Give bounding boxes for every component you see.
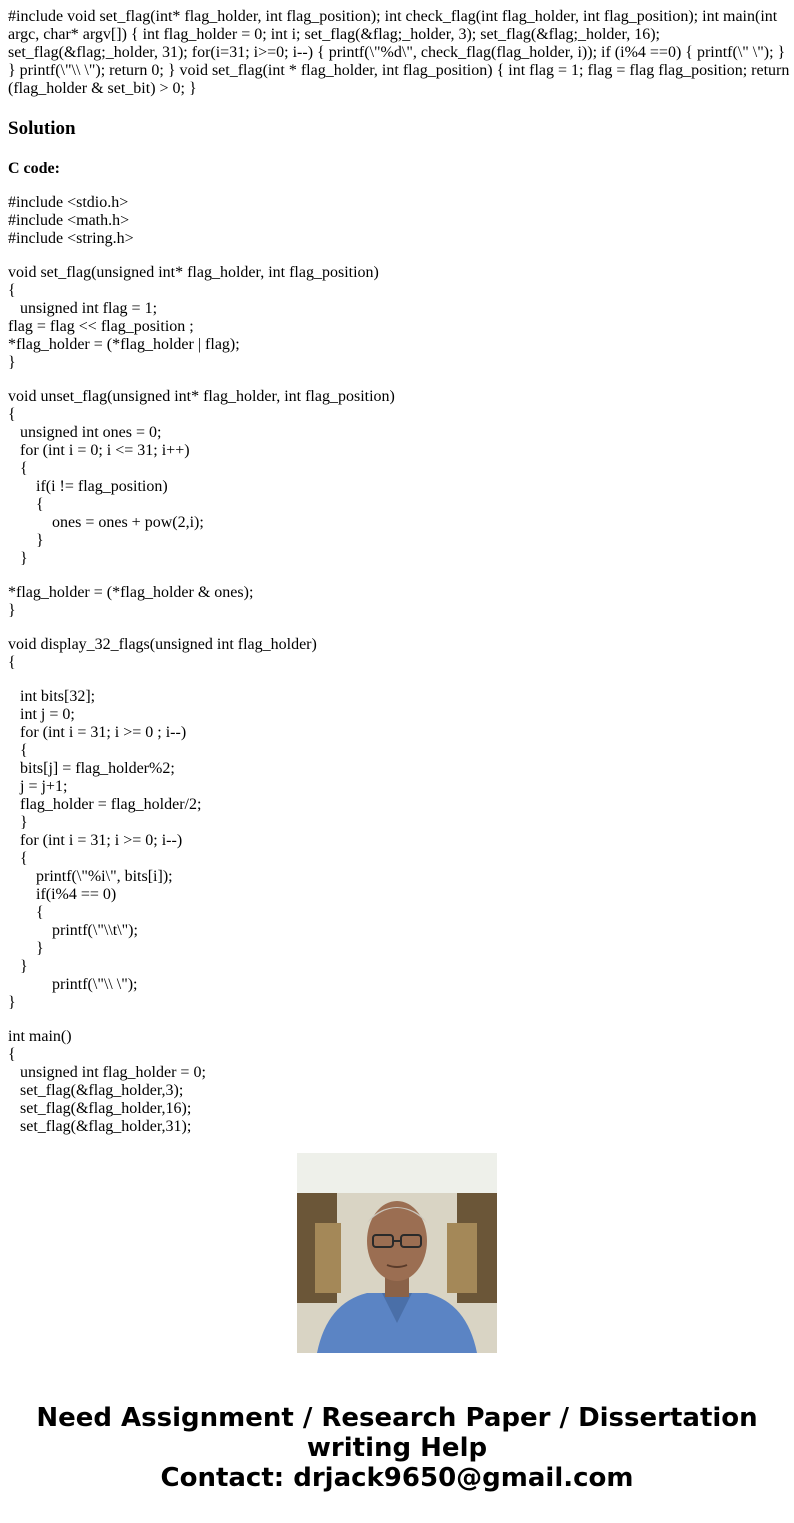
code-line: *flag_holder = (*flag_holder & ones); xyxy=(8,584,254,601)
code-line xyxy=(8,1012,792,1028)
code-line: } xyxy=(8,550,28,567)
code-line xyxy=(8,568,792,584)
code-line: unsigned int flag_holder = 0; xyxy=(8,1064,206,1081)
code-line: int main() xyxy=(8,1028,72,1045)
code-line: int bits[32]; xyxy=(8,688,96,705)
code-line: unsigned int flag = 1; xyxy=(8,300,158,317)
code-line: void set_flag(unsigned int* flag_holder, int flag_position) xyxy=(8,264,379,281)
code-line: unsigned int ones = 0; xyxy=(8,424,162,441)
banner-line-2: writing Help xyxy=(306,1433,488,1463)
code-line: set_flag(&flag_holder,16); xyxy=(8,1100,192,1117)
code-line: int j = 0; xyxy=(8,706,75,723)
code-line: for (int i = 31; i >= 0; i--) xyxy=(8,832,183,849)
code-line xyxy=(8,248,792,264)
code-line: bits[j] = flag_holder%2; xyxy=(8,760,175,777)
code-line: printf(\"\\ \"); xyxy=(8,976,138,993)
banner-line-3: Contact: drjack9650@gmail.com xyxy=(160,1463,634,1493)
code-line: { xyxy=(8,850,28,867)
code-line: for (int i = 0; i <= 31; i++) xyxy=(8,442,190,459)
code-line: flag = flag << flag_position ; xyxy=(8,318,194,335)
code-line: } xyxy=(8,602,16,619)
code-block xyxy=(8,194,792,1135)
code-line: #include <stdio.h> xyxy=(8,194,129,211)
code-line: printf(\"\\t\"); xyxy=(8,922,138,939)
code-line: { xyxy=(8,742,28,759)
document-body xyxy=(8,8,792,1135)
contact-banner xyxy=(0,1403,794,1493)
code-line: } xyxy=(8,994,16,1011)
code-line: { xyxy=(8,1046,16,1063)
code-line xyxy=(8,372,792,388)
code-line: void unset_flag(unsigned int* flag_holder, int flag_position) xyxy=(8,388,395,405)
code-line: { xyxy=(8,282,16,299)
code-line: *flag_holder = (*flag_holder | flag); xyxy=(8,336,240,353)
code-line: set_flag(&flag_holder,31); xyxy=(8,1118,192,1135)
code-line xyxy=(8,620,792,636)
code-heading: C code: xyxy=(8,160,60,177)
code-line: printf(\"%i\", bits[i]); xyxy=(8,868,173,885)
code-line: ones = ones + pow(2,i); xyxy=(8,514,204,531)
author-portrait-image xyxy=(297,1153,497,1353)
code-line: if(i != flag_position) xyxy=(8,478,168,495)
code-line: { xyxy=(8,654,16,671)
code-line: { xyxy=(8,904,44,921)
code-line: #include <math.h> xyxy=(8,212,130,229)
code-line: { xyxy=(8,460,28,477)
code-line: } xyxy=(8,958,28,975)
solution-heading: Solution xyxy=(8,118,76,139)
code-line: { xyxy=(8,496,44,513)
code-line: #include <string.h> xyxy=(8,230,134,247)
code-line: } xyxy=(8,354,16,371)
code-line: for (int i = 31; i >= 0 ; i--) xyxy=(8,724,187,741)
code-line: { xyxy=(8,406,16,423)
code-line: j = j+1; xyxy=(8,778,68,795)
code-line: } xyxy=(8,532,44,549)
code-line: if(i%4 == 0) xyxy=(8,886,117,903)
code-line: flag_holder = flag_holder/2; xyxy=(8,796,202,813)
code-line: } xyxy=(8,940,44,957)
code-line: } xyxy=(8,814,28,831)
author-avatar xyxy=(297,1153,497,1353)
question-text: #include void set_flag(int* flag_holder, int flag_position); int check_flag(int flag_holder, int flag_position); int main(int argc, char* argv[]) { int flag_holder = 0; int i; set_flag(&flag;_holder, 3); set_flag(&flag;_holder, 16); set_flag(&flag;_holder, 31); for(i=31; i>=0; i--) { printf(\"%d\", check_flag(flag_holder, i)); if (i%4 ==0) { printf(\" \"); } } printf(\"\\ \"); return 0; } void set_flag(int * flag_holder, int flag_position) { int flag = 1; flag = flag flag_position; return (flag_holder & set_bit) > 0; } xyxy=(8,8,790,97)
code-line: void display_32_flags(unsigned int flag_holder) xyxy=(8,636,317,653)
banner-line-1: Need Assignment / Research Paper / Dissertation xyxy=(36,1403,758,1433)
code-line xyxy=(8,672,792,688)
code-line: set_flag(&flag_holder,3); xyxy=(8,1082,184,1099)
